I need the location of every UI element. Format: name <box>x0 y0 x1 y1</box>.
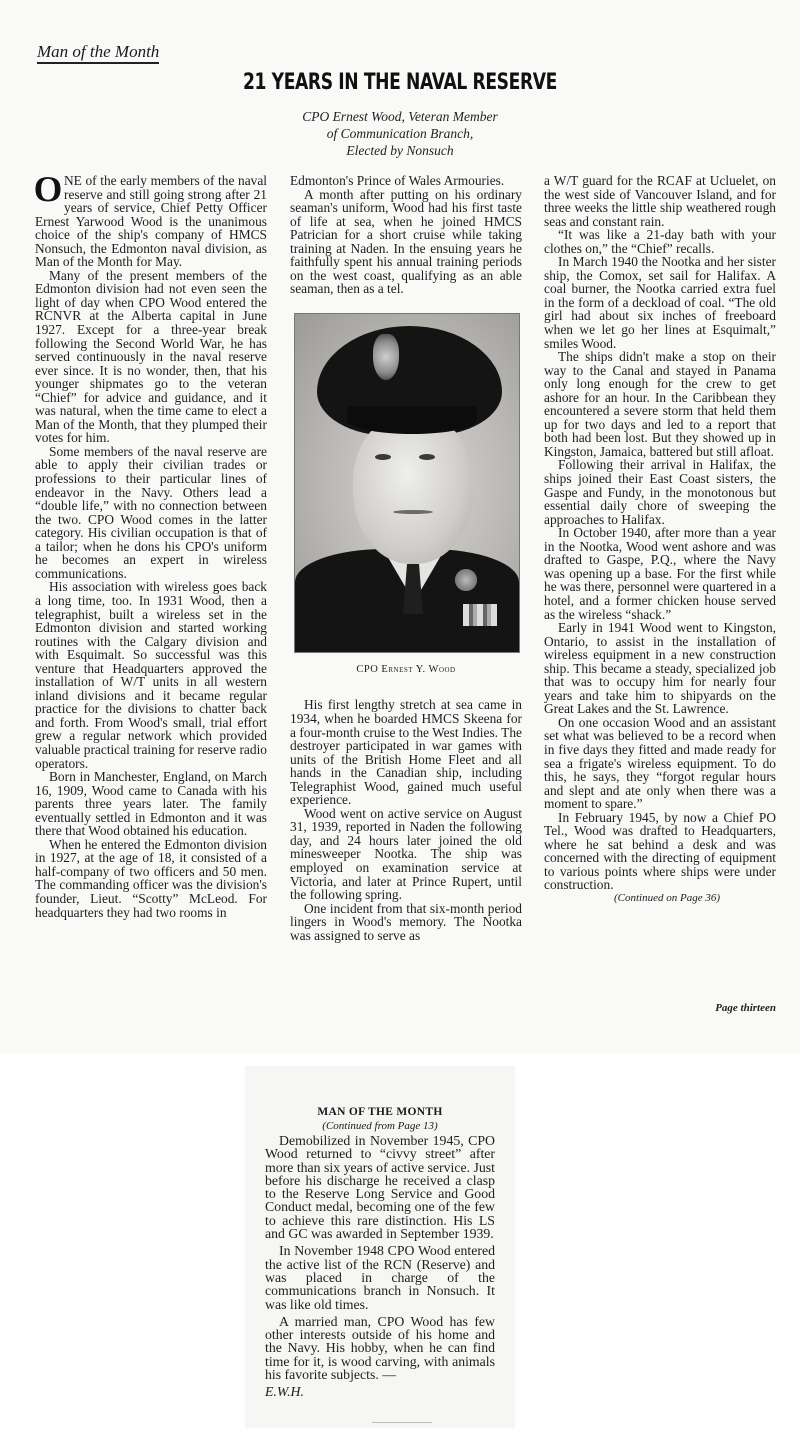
eye <box>375 454 391 460</box>
paragraph: Born in Manchester, England, on March 16, 1909, Wood came to Canada with his parents three years later. The family eventually settled in Edmonton and it was there that Wood obtained his education. <box>35 769 267 839</box>
paragraph: Wood went on active service on August 31, 1939, reported in Naden the following day, and 24 hours later joined the old minesweeper Nootka. The ship was employed on examination service at Victoria, and later at Prince Rupert, until the following spring. <box>290 805 522 903</box>
paragraph: Edmonton's Prince of Wales Armouries. <box>290 173 505 188</box>
paragraph: On one occasion Wood and an assistant set what was believed to be a record when in five days they fitted and made ready for sea a frigate's wireless equipment. To do this, he says, they “forgot regular hours and slept and ate only when there was a moment to spare.” <box>544 714 776 812</box>
dek-line: of Communication Branch, <box>326 126 474 141</box>
paragraph: The ships didn't make a stop on their way to the Canal and stayed in Panama only long enough for the crew to get ashore for an hour. In the Caribbean they encountered a severe storm that held them up for two days and led to a report that both had been lost. But they showed up in Kingston, Jamaica, battered but still afloat. <box>544 349 776 459</box>
drop-cap: O <box>35 169 61 209</box>
dek-line: CPO Ernest Wood, Veteran Member <box>302 109 498 124</box>
portrait-photo <box>294 313 520 653</box>
section-label: Man of the Month <box>37 42 159 64</box>
face <box>353 414 473 564</box>
medal-ribbons-icon <box>463 604 497 626</box>
paragraph: A month after putting on his ordinary seaman's uniform, Wood had his first taste of life at sea, when he joined HMCS Patrician for a short cruise while taking training at Naden. In the ensuing years he faithfully spent his annual training periods on the west coast, qualifying as an able seaman, then as a tel. <box>290 186 522 297</box>
paragraph: In November 1948 CPO Wood entered the active list of the RCN (Reserve) and was placed in charge of the communications branch in Nonsuch. It was like old times. <box>265 1243 495 1312</box>
continuation-clipping <box>245 1066 515 1428</box>
paragraph: ONE of the early members of the naval reserve and still going strong after 21 years of service, Chief Petty Officer Ernest Yarwood Wood is the unanimous choice of the ship's company of HMCS Nonsuch, the Edmonton naval division, as Man of the Month for May. <box>35 169 267 270</box>
paragraph: One incident from that six-month period lingers in Wood's memory. The Nootka was assigned to serve as <box>290 900 522 943</box>
paragraph: a W/T guard for the RCAF at Ucluelet, on the west side of Vancouver Island, and for three weeks the little ship weathered rough seas and constant rain. <box>544 173 776 229</box>
paragraph: When he entered the Edmonton division in 1927, at the age of 18, it consisted of a half-company of two officers and 50 men. The commanding officer was the division's founder, Lieut. “Scotty” McLeod. For headquarters they had two rooms in <box>35 836 267 920</box>
paragraph: “It was like a 21-day bath with your clothes on,” the “Chief” recalls. <box>544 227 776 256</box>
paragraph: Demobilized in November 1945, CPO Wood returned to “civvy street” after more than six years of active service. Just before his discharge he received a clasp to the Reserve Long Service and Good Conduct medal, becoming one of the few to achieve this rare distinction. His LS and GC was awarded in September 1939. <box>265 1133 495 1242</box>
paragraph: In March 1940 the Nootka and her sister ship, the Comox, set sail for Halifax. A coal burner, the Nootka carried extra fuel in the form of a deckload of coal. “The old girl had about six inches of freeboard when we let go her lines at Esquimalt,” smiles Wood. <box>544 254 776 351</box>
collar-insignia-icon <box>455 569 477 591</box>
page-number: Page thirteen <box>715 1002 776 1014</box>
paragraph: Many of the present members of the Edmonton division had not even seen the light of day when CPO Wood entered the RCNVR at the Alberta capital in June 1927. Except for a three-year break following the Second World War, he has served continuously in the naval reserve ever since. It is no wonder, then, that his younger shipmates go to the veteran “Chief” for advice and guidance, and it was natural, when the time came to elect a Man of the Month, that they plumped their votes for him. <box>35 267 267 446</box>
paragraph: In February 1945, by now a Chief PO Tel., Wood was drafted to Headquarters, where he sat behind a desk and was concerned with the directing of equipment to various points where ships were under construction. <box>544 809 776 893</box>
dek-line: Elected by Nonsuch <box>346 143 454 158</box>
clipping-title: MAN OF THE MONTH <box>317 1106 443 1118</box>
article-column-2 <box>290 174 522 942</box>
paragraph: A married man, CPO Wood has few other interests outside of his home and the Navy. His hobby, when he can find time for it, is wood carving, with animals his favorite subjects. — <box>265 1313 495 1383</box>
subheadline <box>0 108 800 159</box>
paragraph: Early in 1941 Wood went to Kingston, Ontario, to assist in the installation of wireless equipment in a new construction ship. This became a steady, specialized job that was to occupy him for nearly four years and take him to shipyards on the Great Lakes and the St. Lawrence. <box>544 620 776 717</box>
article-column-1 <box>35 169 267 920</box>
paragraph: Following their arrival in Halifax, the ships joined their East Coast sisters, the Gaspe and Fundy, in the monotonous but essential daily chore of sweeping the approaches to Halifax. <box>544 457 776 527</box>
paragraph: His association with wireless goes back a long time, too. In 1931 Wood, then a telegraphist, built a wireless set in the Edmonton division and started working routines with the Calgary division and with Esquimalt. So successful was this venture that Headquarters approved the installation of W/T units in all western inland divisions and it became regular practice for the divisions to chatter back and forth. From Wood's small, trial effort grew a regular network which provided valuable practical training for reserve radio operators. <box>35 579 267 771</box>
clipping-body <box>265 1134 495 1399</box>
clipping-subtitle: (Continued from Page 13) <box>322 1120 438 1132</box>
headline: 21 YEARS IN THE NAVAL RESERVE <box>242 70 558 95</box>
paragraph: His first lengthy stretch at sea came in 1934, when he boarded HMCS Skeena for a four-month cruise to the West Indies. The destroyer participated in war games with units of the British Home Fleet and all hands in the Canadian ship, including Telegraphist Wood, gained much useful experience. <box>290 697 522 808</box>
paragraph: In October 1940, after more than a year in the Nootka, Wood went ashore and was drafted to Gaspe, P.Q., where the Navy was opening up a base. For the first while he was there, personnel were quartered in a hotel, and a former chicken house served as the wireless “shack.” <box>544 525 776 622</box>
cap-badge-icon <box>373 334 399 380</box>
cap-visor <box>347 406 477 434</box>
paragraph: Some members of the naval reserve are able to apply their civilian trades or professions to their particular lines of endeavor in the Navy. Others lead a “double life,” with no connection between the two. CPO Wood comes in the latter category. His civilian occupation is that of a tailor; when he dons his CPO's uniform he becomes an expert in wireless communications. <box>35 443 267 581</box>
photo-caption: CPO Ernest Y. Wood <box>356 663 456 675</box>
eye <box>419 454 435 460</box>
continued-note: (Continued on Page 36) <box>613 891 720 904</box>
divider <box>372 1422 432 1423</box>
article-column-3 <box>544 174 776 906</box>
mouth <box>393 510 433 514</box>
author-signature: E.W.H. <box>265 1384 304 1400</box>
